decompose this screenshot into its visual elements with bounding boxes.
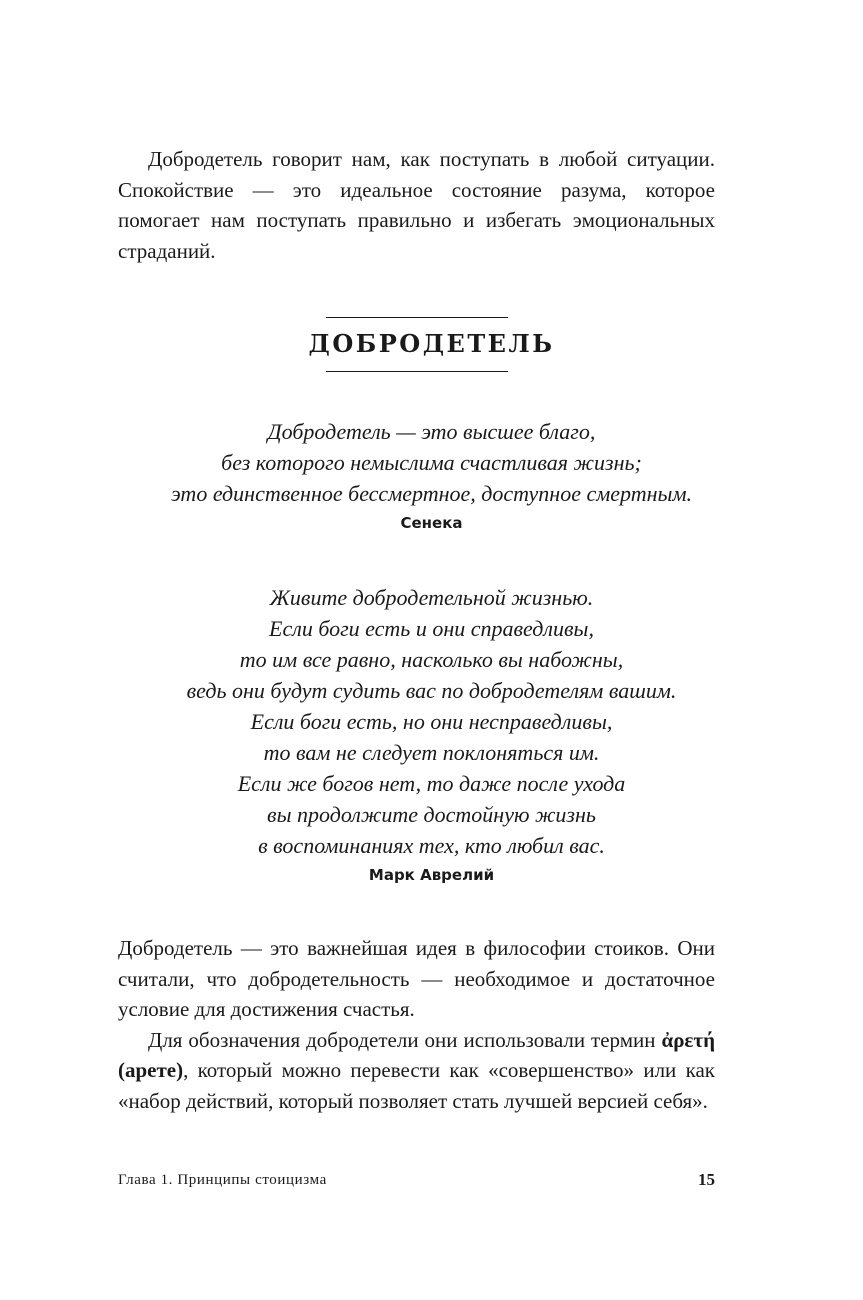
quote-author: Сенека — [400, 514, 463, 532]
running-footer-chapter: Глава 1. Принципы стоицизма — [118, 1172, 327, 1188]
paragraph-text: Для обозначения добродетели они использовали термин — [148, 1027, 656, 1052]
quote-line: без которого немыслима счастливая жизнь; — [221, 450, 642, 475]
quote-line: Если боги есть, но они несправедливы, — [250, 709, 613, 734]
quote-line: Живите добродетельной жизнью. — [269, 585, 594, 610]
greek-term: ἀρετή (арете) — [118, 1027, 716, 1082]
quote-line: то вам не следует поклоняться им. — [263, 740, 600, 765]
paragraph-text: , который можно перевести как «совершенство» или как «набор действий, который позволяет стать лучшей версией себя». — [118, 1058, 715, 1113]
paragraph-text: Добродетель — это важнейшая идея в философии стоиков. Они считали, что добродетельность — необходимое и достаточное условие для достижения счастья. — [118, 936, 715, 1021]
page-number: 15 — [698, 1170, 715, 1189]
paragraph-with-term — [118, 1025, 715, 1117]
quote-line: в воспоминаниях тех, кто любил вас. — [258, 833, 605, 858]
quote-line: вы продолжите достойную жизнь — [267, 802, 596, 827]
quote-line: то им все равно, насколько вы набожны, — [239, 647, 624, 672]
quote-line: Если же богов нет, то даже после ухода — [237, 771, 626, 796]
intro-paragraph — [118, 144, 715, 266]
quote-line: Если боги есть и они справедливы, — [269, 616, 594, 641]
section-title: ДОБРОДЕТЕЛЬ — [308, 329, 555, 358]
epigraph-marcus-aurelius — [0, 582, 863, 887]
title-rule-bottom — [326, 371, 508, 372]
quote-line: Добродетель — это высшее благо, — [267, 419, 596, 444]
quote-line: ведь они будут судить вас по добродетелям вашим. — [186, 678, 677, 703]
epigraph-seneca — [0, 416, 863, 535]
title-rule-top — [326, 317, 508, 318]
body-paragraphs — [118, 933, 715, 1116]
paragraph-text: Добродетель говорит нам, как поступать в любой ситуации. Спокойствие — это идеальное состояние разума, которое помогает нам поступать правильно и избегать эмоциональных страданий. — [118, 147, 715, 263]
quote-line: это единственное бессмертное, доступное смертным. — [171, 481, 692, 506]
quote-author: Марк Аврелий — [368, 866, 495, 884]
